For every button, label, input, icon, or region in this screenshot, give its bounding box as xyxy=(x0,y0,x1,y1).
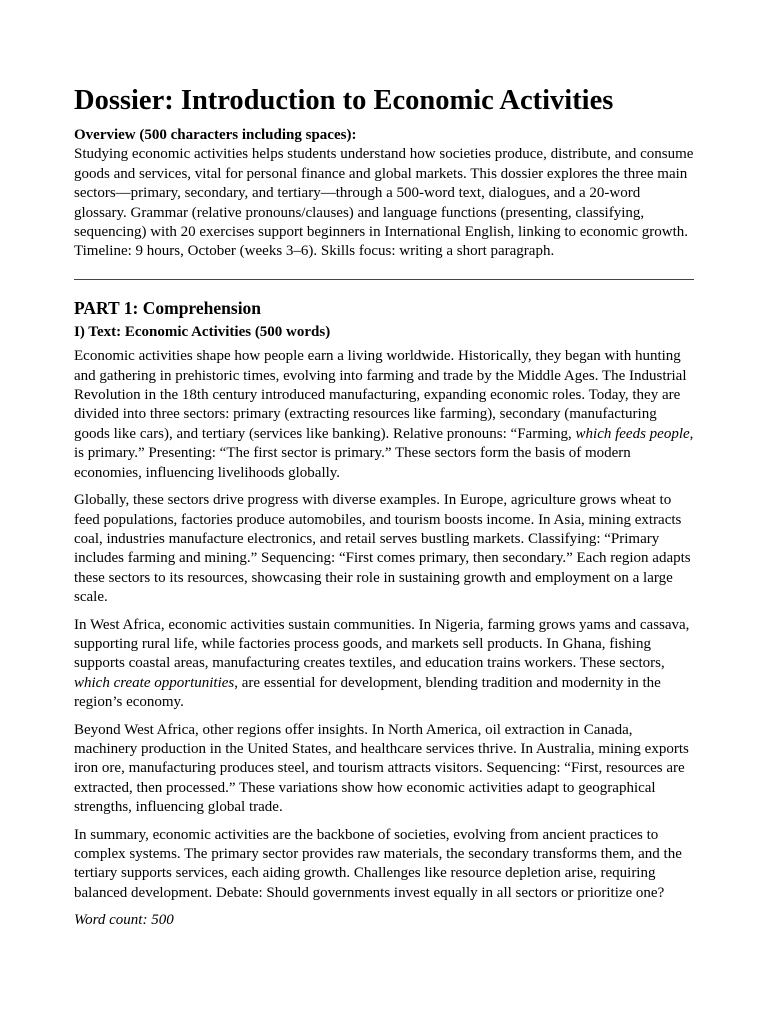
text-section-heading: I) Text: Economic Activities (500 words) xyxy=(74,323,331,340)
paragraph-3-italic-example: which create opportunities xyxy=(74,674,235,691)
paragraph-1-italic-example: which feeds people xyxy=(575,425,690,442)
paragraph-1-text-end: , is primary.” Presenting: “The first sector is primary.” These sectors form the basis of modern economies, influencing livelihoods globally. xyxy=(74,425,694,481)
document-title: Dossier: Introduction to Economic Activities xyxy=(74,85,614,116)
overview-text: Studying economic activities helps students understand how societies produce, distribute, and consume goods and services, vital for personal finance and global markets. This dossier explores the three main sectors—primary, secondary, and tertiary—through a 500-word text, dialogues, and a 20-word glossary. Grammar (relative pronouns/clauses) and language functions (presenting, classifying, sequencing) with 20 exercises support beginners in International English, linking to economic growth. Timeline: 9 hours, October (weeks 3–6). Skills focus: writing a short paragraph. xyxy=(74,146,694,260)
word-count: Word count: 500 xyxy=(74,912,174,929)
paragraph-2: Globally, these sectors drive progress with diverse examples. In Europe, agriculture grows wheat to feed populations, factories produce automobiles, and tourism boosts income. In Asia, mining extracts coal, industries manufacture electronics, and retail serves bustling markets. Classifying: “Primary includes farming and mining.” Sequencing: “First comes primary, then secondary.” Each region adapts these sectors to its resources, showcasing their role in sustaining growth and employment on a large scale. xyxy=(74,492,691,606)
section-divider xyxy=(74,279,694,280)
paragraph-5: In summary, economic activities are the backbone of societies, evolving from ancient practices to complex systems. The primary sector provides raw materials, the secondary transforms them, and the tertiary supports services, each aiding growth. Challenges like resource depletion arise, requiring balanced development. Debate: Should governments invest equally in all sectors or prioritize one? xyxy=(74,826,682,901)
part1-section xyxy=(74,297,694,931)
paragraph-3-text-end: , are essential for development, blending tradition and modernity in the region’s economy. xyxy=(74,674,661,711)
paragraph-3 xyxy=(74,616,694,713)
part1-heading: PART 1: Comprehension xyxy=(74,297,262,318)
paragraph-4: Beyond West Africa, other regions offer insights. In North America, oil extraction in Canada, machinery production in the United States, and healthcare services thrive. In Australia, mining exports iron ore, manufacturing produces steel, and tourism attracts visitors. Sequencing: “First, resources are extracted, then processed.” These variations show how economic activities adapt to geographical strengths, influencing global trade. xyxy=(74,721,689,816)
paragraph-3-text-start: In West Africa, economic activities sustain communities. In Nigeria, farming grows yams and cassava, supporting rural life, while factories process goods, and markets sell products. In Ghana, fishing supports coastal areas, manufacturing creates textiles, and education trains workers. These sectors, xyxy=(74,616,690,672)
paragraph-1 xyxy=(74,347,694,483)
paragraph-1-text-start: Economic activities shape how people earn a living worldwide. Historically, they began with hunting and gathering in prehistoric times, evolving into farming and trade by the Middle Ages. The Industrial Revolution in the 18th century introduced manufacturing, expanding economic roles. Today, they are divided into three sectors: primary (extracting resources like farming), secondary (manufacturing goods like cars), and tertiary (services like banking). Relative pronouns: “Farming, xyxy=(74,348,687,442)
overview-section xyxy=(74,126,694,262)
overview-heading: Overview (500 characters including spaces): xyxy=(74,127,357,143)
